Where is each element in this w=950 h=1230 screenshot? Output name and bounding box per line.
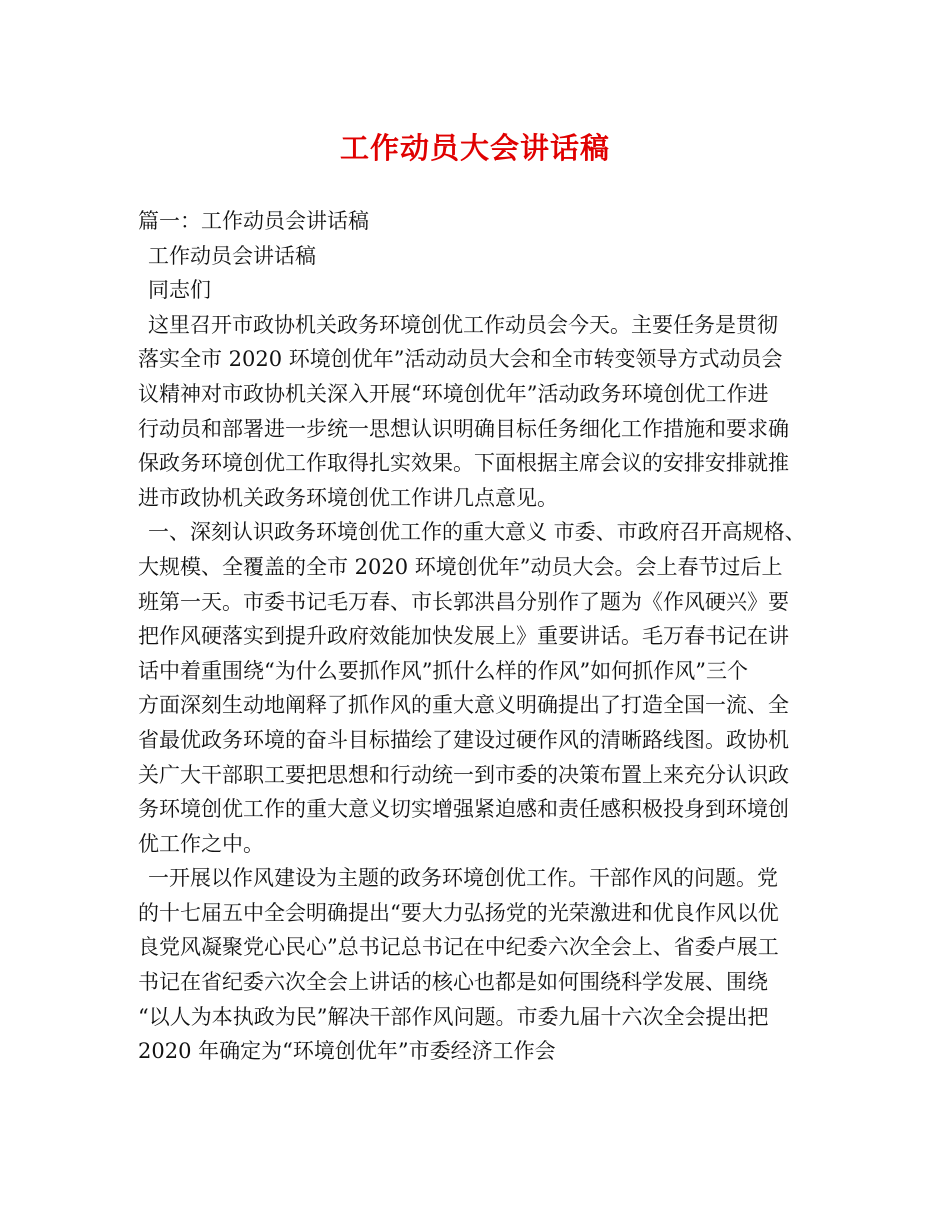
paragraph-line: 话中着重围绕“为什么要抓作风”抓什么样的作风”如何抓作风”三个 xyxy=(138,658,748,683)
salutation: 同志们 xyxy=(148,278,211,303)
section-heading: 篇一：工作动员会讲话稿 xyxy=(138,209,369,233)
paragraph-line: 省最优政务环境的奋斗目标描绘了建设过硬作风的清晰路线图。政协机 xyxy=(138,727,789,752)
paragraph-line: 落实全市 2020 环境创优年”活动动员大会和全市转变领导方式动员会 xyxy=(138,347,783,372)
paragraph-line: 这里召开市政协机关政务环境创优工作动员会今天。主要任务是贯彻 xyxy=(148,312,778,337)
paragraph-line: 进市政协机关政务环境创优工作讲几点意见。 xyxy=(138,485,558,510)
paragraph-line: 一、深刻认识政务环境创优工作的重大意义 市委、市政府召开高规格、 xyxy=(148,520,806,545)
document-title: 工作动员大会讲话稿 xyxy=(339,131,610,165)
paragraph-line: 的十七届五中全会明确提出“要大力弘扬党的光荣激进和优良作风以优 xyxy=(138,900,779,925)
paragraph-line: 良党风凝聚党心民心”总书记总书记在中纪委六次全会上、省委卢展工 xyxy=(138,935,779,960)
paragraph-line: “以人为本执政为民”解决干部作风问题。市委九届十六次全会提出把 xyxy=(138,1004,769,1029)
paragraph-line: 优工作之中。 xyxy=(138,831,264,856)
document-body xyxy=(138,204,818,1069)
paragraph-line: 方面深刻生动地阐释了抓作风的重大意义明确提出了打造全国一流、全 xyxy=(138,693,789,718)
paragraph-line: 行动员和部署进一步统一思想认识明确目标任务细化工作措施和要求确 xyxy=(138,416,789,441)
paragraph-line: 书记在省纪委六次全会上讲话的核心也都是如何围绕科学发展、围绕 xyxy=(138,970,768,995)
paragraph-line: 一开展以作风建设为主题的政务环境创优工作。干部作风的问题。党 xyxy=(148,866,778,891)
paragraph-line: 务环境创优工作的重大意义切实增强紧迫感和责任感积极投身到环境创 xyxy=(138,797,789,822)
sub-title: 工作动员会讲话稿 xyxy=(148,243,316,268)
paragraph-line: 议精神对市政协机关深入开展“环境创优年”活动政务环境创优工作进 xyxy=(138,381,769,406)
paragraph-line: 大规模、全覆盖的全市 2020 环境创优年”动员大会。会上春节过后上 xyxy=(138,554,783,579)
paragraph-line: 班第一天。市委书记毛万春、市长郭洪昌分别作了题为《作风硬兴》要 xyxy=(138,589,789,614)
paragraph-line: 把作风硬落实到提升政府效能加快发展上》重要讲话。毛万春书记在讲 xyxy=(138,624,789,649)
paragraph-line: 2020 年确定为“环境创优年”市委经济工作会 xyxy=(138,1039,556,1064)
paragraph-line: 保政务环境创优工作取得扎实效果。下面根据主席会议的安排安排就推 xyxy=(138,451,789,476)
paragraph-line: 关广大干部职工要把思想和行动统一到市委的决策布置上来充分认识政 xyxy=(138,762,789,787)
